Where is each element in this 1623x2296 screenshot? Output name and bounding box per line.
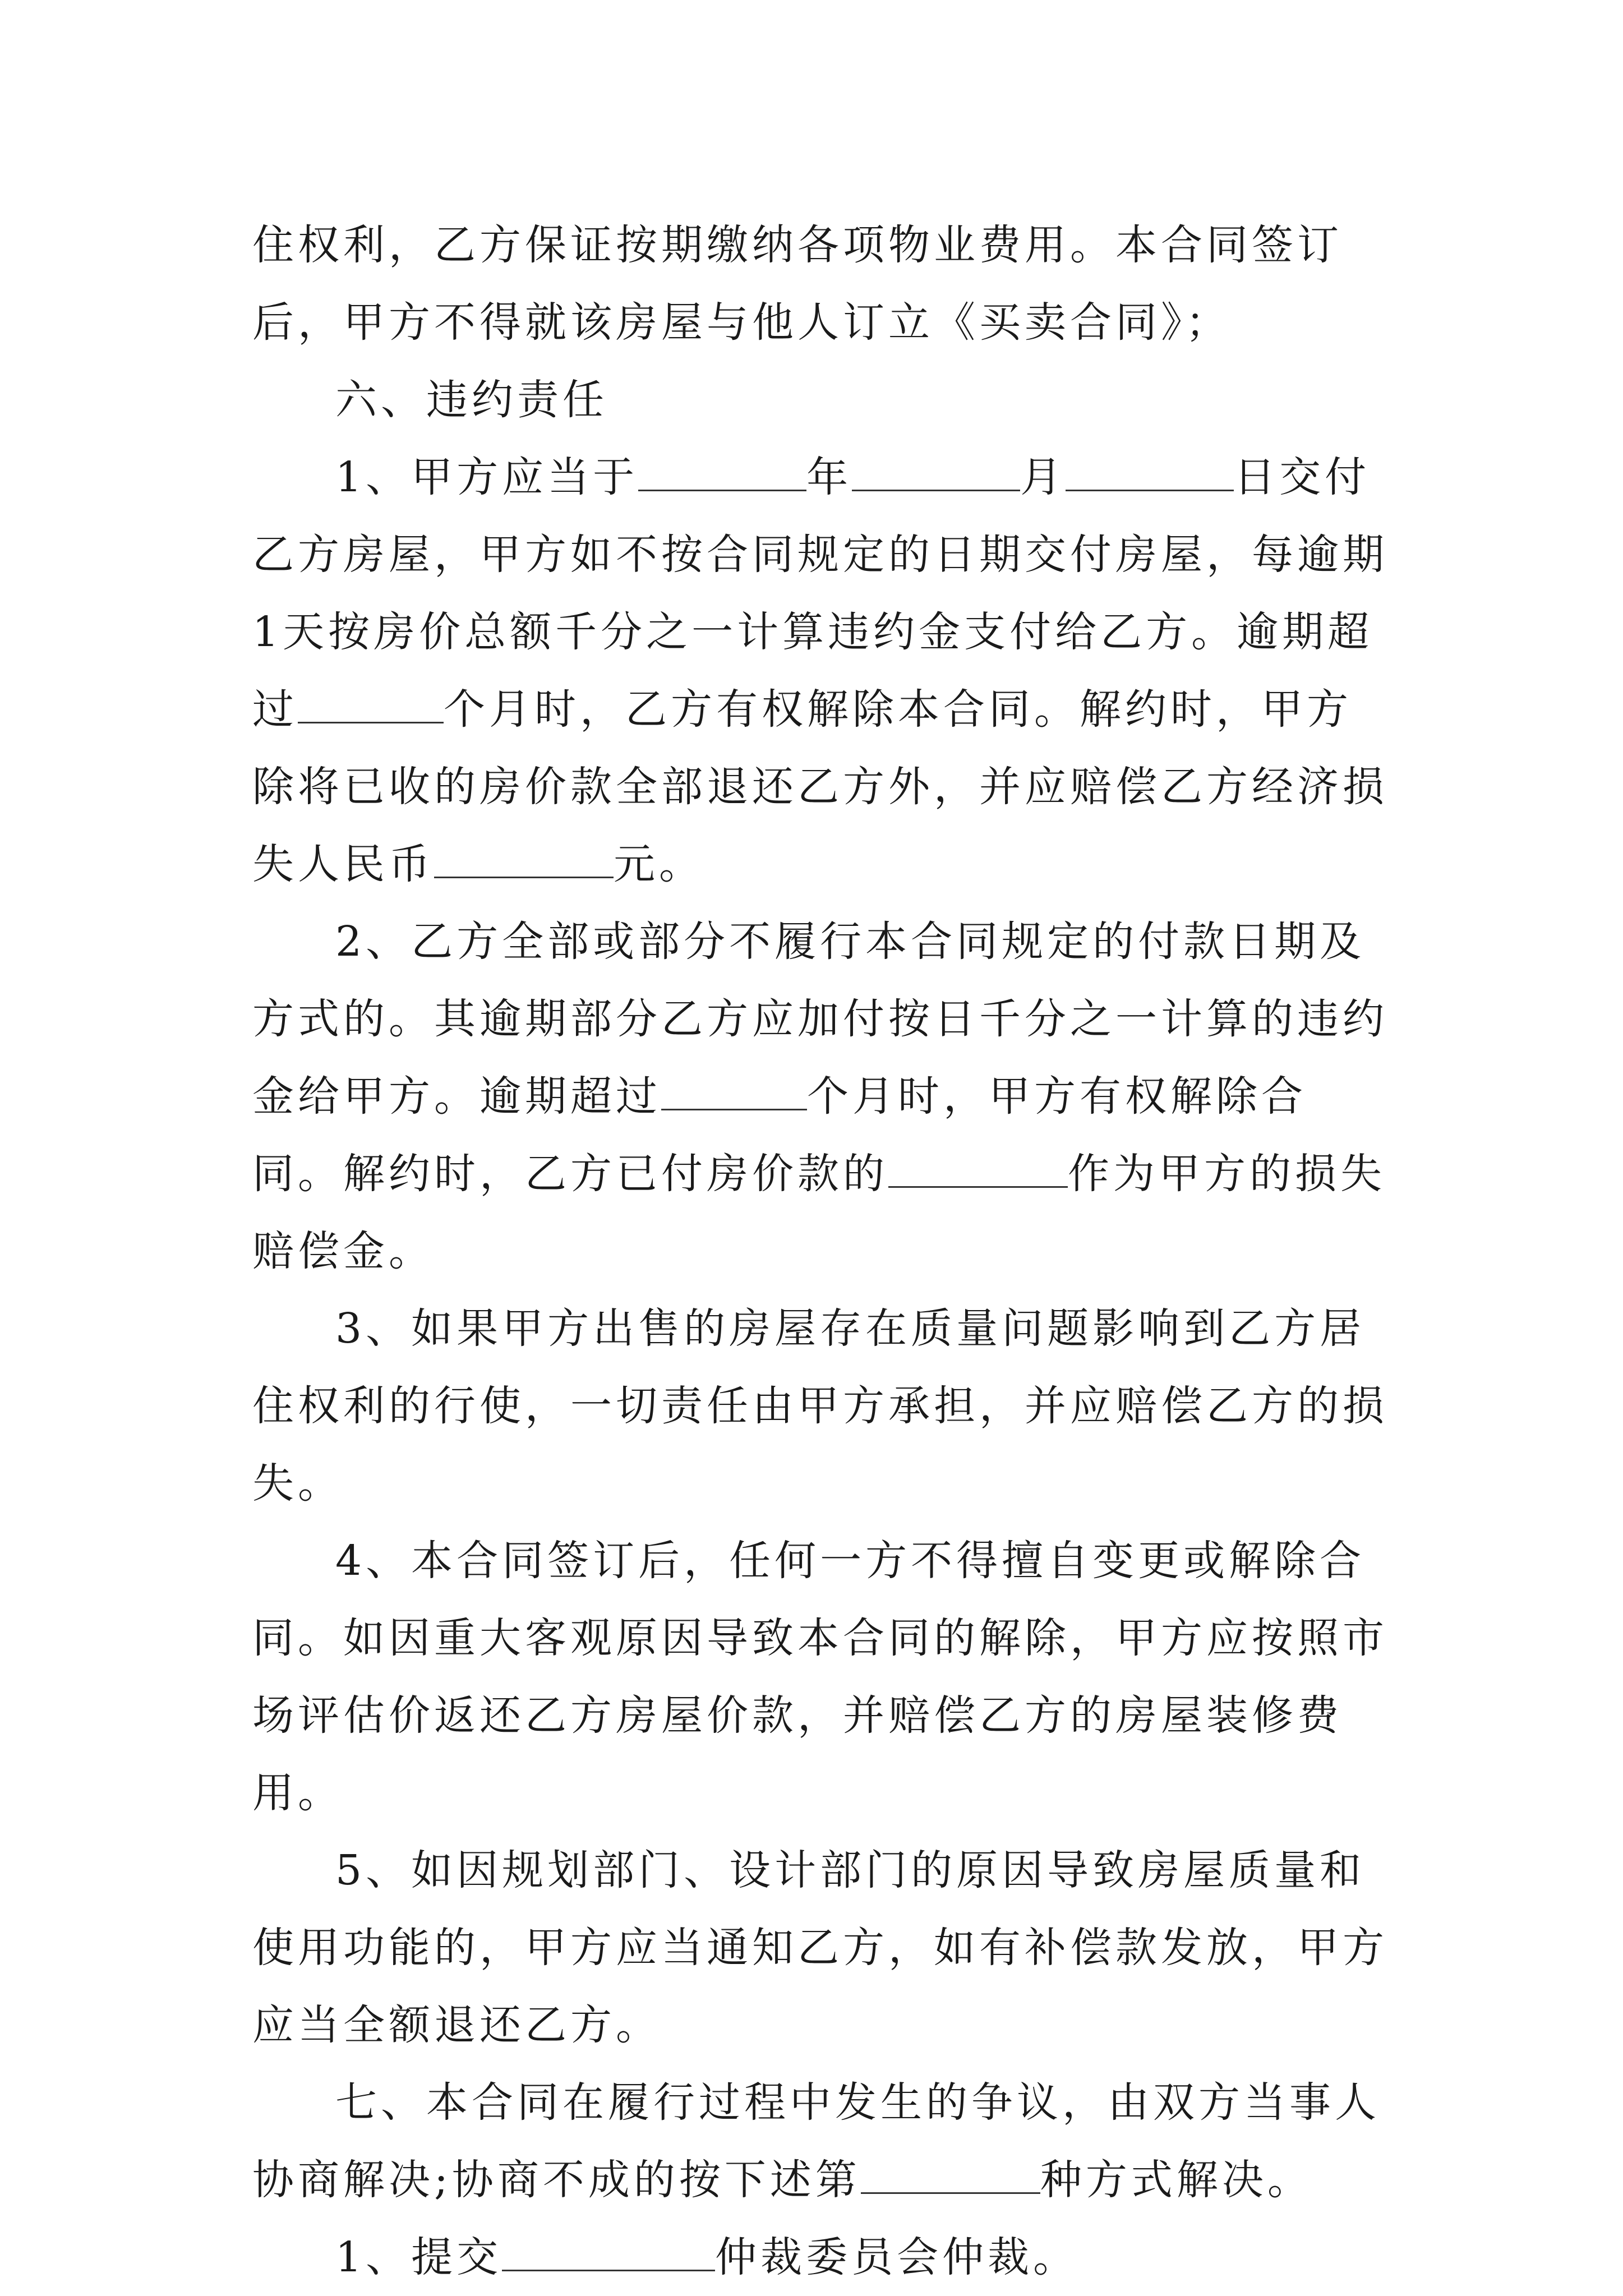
clause-text: 年 [806, 453, 852, 501]
clause-2-payment [252, 903, 1391, 1290]
paragraph-text: 住权利，乙方保证按期缴纳各项物业费用。本合同签订后，甲方不得就该房屋与他人订立《买卖合同》； [252, 221, 1343, 347]
blank-compensation-amount[interactable] [434, 837, 614, 878]
clause-text: 5、如因规划部门、设计部门的原因导致房屋质量和使用功能的，甲方应当通知乙方，如有补偿款发放，甲方应当全额退还乙方。 [252, 1846, 1388, 2049]
clause-text: 七、本合同在履行过程中发生的争议，由双方当事人协商解决;协商不成的按下述第 [252, 2078, 1380, 2204]
paragraph-continuation [252, 206, 1391, 361]
clause-4-termination [252, 1522, 1391, 1832]
blank-overdue-months[interactable] [661, 1069, 807, 1110]
blank-arbitration-committee[interactable] [502, 2230, 715, 2271]
clause-3-quality [252, 1290, 1391, 1522]
section-heading-text: 六、违约责任 [335, 376, 608, 424]
clause-text: 1、甲方应当于 [335, 453, 639, 501]
section-dispute-resolution [252, 2064, 1391, 2219]
section-heading-breach-liability [252, 361, 1391, 439]
contract-body [252, 206, 1391, 2296]
clause-text: 作为甲方的损失赔偿金。 [252, 1150, 1386, 1275]
blank-year[interactable] [638, 450, 806, 491]
blank-month[interactable] [852, 450, 1020, 491]
blank-resolution-method[interactable] [861, 2153, 1040, 2194]
clause-text: 种方式解决。 [1040, 2156, 1313, 2204]
clause-5-planning [252, 1832, 1391, 2064]
clause-1-delivery [252, 439, 1391, 903]
dispute-option-arbitration [252, 2219, 1391, 2296]
blank-day[interactable] [1066, 450, 1234, 491]
clause-text: 4、本合同签订后，任何一方不得擅自变更或解除合同。如因重大客观原因导致本合同的解除，甲方应按照市场评估价返还乙方房屋价款，并赔偿乙方的房屋装修费用。 [252, 1537, 1388, 1817]
clause-text: 日交付乙方房屋，甲方如不按合同规定的日期交付房屋，每逾期1天按房价总额千分之一计算违约金支付给乙方。逾期超过 [252, 453, 1388, 734]
blank-overdue-months[interactable] [298, 683, 444, 723]
clause-text: 1、提交 [335, 2233, 502, 2281]
clause-text: 仲裁委员会仲裁。 [715, 2233, 1079, 2281]
clause-text: 月 [1020, 453, 1066, 501]
clause-text: 个月时，乙方有权解除本合同。解约时，甲方除将已收的房价款全部退还乙方外，并应赔偿乙方经济损失人民币 [252, 685, 1388, 888]
blank-paid-ratio[interactable] [888, 1147, 1068, 1188]
clause-text: 个月时，甲方有权解除合同。解约时，乙方已付房价款的 [252, 1072, 1307, 1198]
clause-text: 元。 [614, 840, 704, 888]
clause-text: 3、如果甲方出售的房屋存在质量问题影响到乙方居住权利的行使，一切责任由甲方承担，并应赔偿乙方的损失。 [252, 1304, 1388, 1507]
clause-text: 2、乙方全部或部分不履行本合同规定的付款日期及方式的。其逾期部分乙方应加付按日千分之一计算的违约金给甲方。逾期超过 [252, 918, 1388, 1121]
